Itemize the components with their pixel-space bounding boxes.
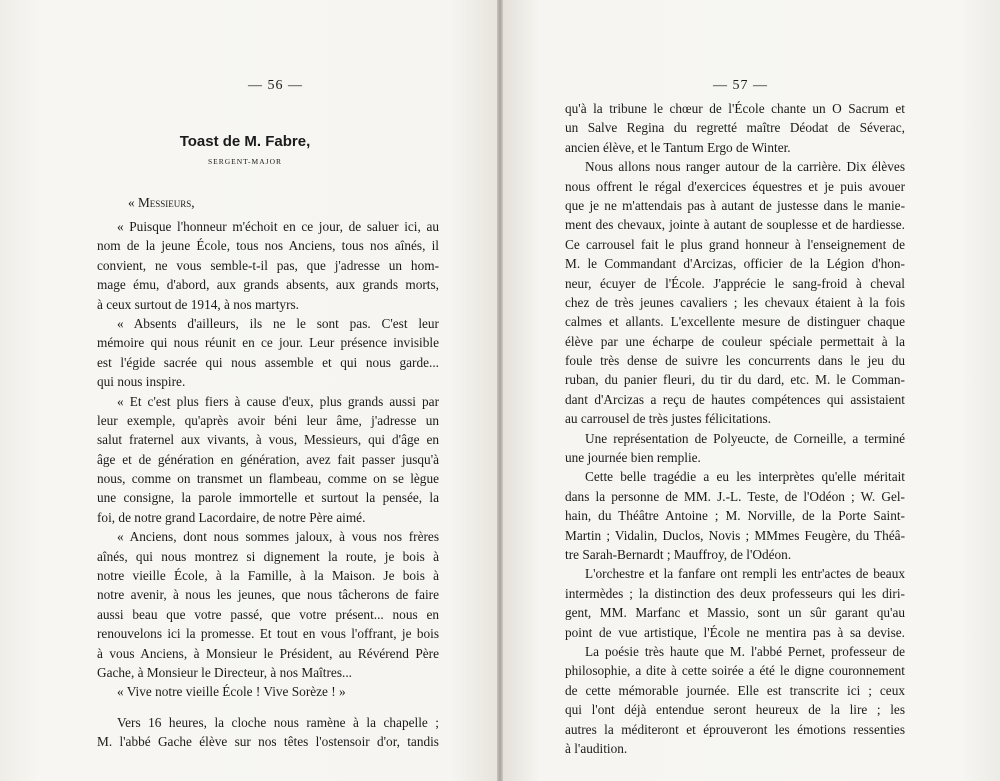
book-gutter [497, 0, 503, 781]
text-line: que je ne m'attendais pas à autant de justesse dans le manie- [565, 197, 905, 213]
text-line: à vous Anciens, à Monsieur le Président, au Révérend Père [97, 645, 439, 661]
text-line: ruban, du panier fleuri, du tir du dard, etc. M. le Comman- [565, 372, 905, 388]
text-line: tre Sarah-Bernardt ; Mauffroy, de l'Odéon. [565, 546, 792, 562]
text-line: qui nous inspire. [97, 374, 186, 390]
text-line: convient, ne vous semble-t-il pas, que j'adresse un hom- [97, 257, 439, 273]
toast-title: Toast de M. Fabre, [179, 133, 311, 150]
text-line: salut fraternel aux vivants, à vous, Messieurs, qui d'âge en [97, 432, 439, 448]
text-line: Vers 16 heures, la cloche nous ramène à la chapelle ; [117, 714, 439, 730]
text-line: à l'audition. [565, 740, 628, 756]
text-line: Gache, à Monsieur le Directeur, à nos Maîtres... [97, 664, 352, 680]
text-line: L'orchestre et la fanfare ont rempli les entr'actes de beaux [585, 566, 905, 582]
text-line: un Salve Regina du regretté maître Déodat de Séverac, [565, 120, 905, 136]
text-line: aînés, qui nous montrez si dignement la route, je bois à [97, 548, 439, 564]
text-line: Une représentation de Polyeucte, de Corneille, a terminé [585, 430, 905, 446]
right-text-column [565, 99, 905, 758]
text-line: leur exemple, qu'après avoir béni leur âme, j'adresse un [97, 412, 439, 428]
text-line: de cette mémorable journée. Elle est transcrite ici ; ceux [565, 682, 905, 698]
text-line: « Puisque l'honneur m'échoit en ce jour, de saluer ici, au [117, 219, 439, 234]
text-line: notre avenir, à nous les jeunes, que nous tâcherons de faire [97, 587, 439, 603]
text-line: au carrousel de très justes félicitations. [565, 411, 772, 427]
text-line: dans la personne de MM. J.-L. Teste, de l'Odéon ; W. Gel- [565, 488, 905, 504]
text-line: nous, comme on transmet un flambeau, comme on se lègue [97, 471, 439, 487]
text-line: aussi beau que votre passé, que votre présent... nous en [97, 606, 439, 622]
text-line: autres la méditeront et éprouveront les émotions ressenties [565, 721, 905, 737]
page-number: — 56 — [248, 78, 303, 93]
text-line: neur, écuyer de l'École. J'apprécie le sang-froid à cheval [565, 275, 905, 291]
text-line: qui l'ont déjà entendue seront heureux de la lire ; les [565, 702, 905, 718]
text-line: mémoire qui nous réunit en ce jour. Leur présence invisible [97, 335, 439, 351]
text-line: ment des chevaux, jointe à autant de souplesse et de hardiesse. [565, 217, 905, 233]
text-line: ancien élève, et le Tantum Ergo de Winter. [565, 139, 791, 155]
text-line: est l'égide sacrée qui nous assemble et qui nous garde... [97, 354, 439, 370]
toast-subtitle: SERGENT-MAJOR [208, 157, 282, 166]
text-line: dant d'Arcizas a reçu de hautes compétences qui assistaient [565, 391, 905, 407]
text-line: foule très dense de suivre les concurrents dans le jeu du [565, 353, 905, 369]
text-line: élève par une écharpe de couleur spéciale permettait à la [565, 333, 905, 349]
text-line: nous offrent le régal d'exercices équestres et je puis avouer [565, 178, 905, 194]
text-line: à ceux surtout de 1914, à nos martyrs. [97, 296, 299, 312]
text-line: foi, de notre grand Lacordaire, de notre Père aimé. [97, 509, 366, 525]
text-line: point de vue artistique, l'École ne mentira pas à sa devise. [565, 624, 905, 640]
text-line: « Absents d'ailleurs, ils ne le sont pas. C'est leur [117, 315, 439, 331]
text-line: qu'à la tribune le chœur de l'École chante un O Sacrum et [565, 101, 905, 116]
text-line: M. l'abbé Gache élève sur nos têtes l'ostensoir d'or, tandis [97, 734, 439, 750]
text-line: intermèdes ; la distinction des deux professeurs qui les diri- [565, 585, 905, 601]
text-line: gent, MM. Marfanc et Massio, sont un sûr garant qu'au [565, 605, 905, 621]
text-line: Ce carrousel fait le plus grand honneur à l'enseignement de [565, 236, 905, 252]
text-line: Martin ; Vidalin, Duclos, Novis ; MMmes Feugère, du Théâ- [565, 527, 905, 543]
right-page [500, 0, 1000, 781]
text-line: Cette belle tragédie a eu les interprètes qu'elle méritait [585, 469, 905, 485]
text-line: Nous allons nous ranger autour de la carrière. Dix élèves [585, 159, 905, 175]
text-line: M. le Commandant d'Arcizas, officier de la Légion d'hon- [565, 256, 905, 272]
text-line: calmes et allants. L'excellente mesure de distinguer chaque [565, 314, 905, 330]
text-line: notre vieille École, à la Famille, à la Maison. Je bois à [97, 568, 439, 584]
text-line: mage ému, d'abord, aux grands absents, aux grands morts, [97, 277, 439, 293]
text-line: La poésie très haute que M. l'abbé Pernet, professeur de [585, 643, 905, 659]
text-line: « Et c'est plus fiers à cause d'eux, plus grands aussi par [117, 393, 439, 409]
text-line: une journée bien remplie. [565, 450, 701, 466]
text-line: « Vive notre vieille École ! Vive Sorèze ! » [117, 684, 346, 700]
left-text-column [97, 217, 439, 752]
text-line: chez de très jeunes cavaliers ; les chevaux étaient à la fois [565, 294, 905, 310]
page-number: — 57 — [713, 78, 768, 93]
text-line: nom de la jeune École, tous nos Anciens, tous nos aînés, il [97, 238, 439, 254]
text-line: une consigne, la parole immortelle et surtout la pensée, la [97, 490, 439, 506]
paragraph-gap [97, 702, 439, 713]
text-line: renouvelons ici la promesse. Et tout en vous l'offrant, je bois [97, 626, 439, 642]
text-line: âge et de génération en génération, avez fait passer jusqu'à [97, 451, 439, 467]
salutation: « Messieurs, [128, 195, 195, 210]
text-line: « Anciens, dont nous sommes jaloux, à vous nos frères [117, 529, 439, 545]
text-line: philosophie, a dite à cette soirée a été le digne couronnement [565, 663, 905, 679]
text-line: hain, du Théâtre Antoine ; M. Norville, de la Porte Saint- [565, 508, 905, 524]
